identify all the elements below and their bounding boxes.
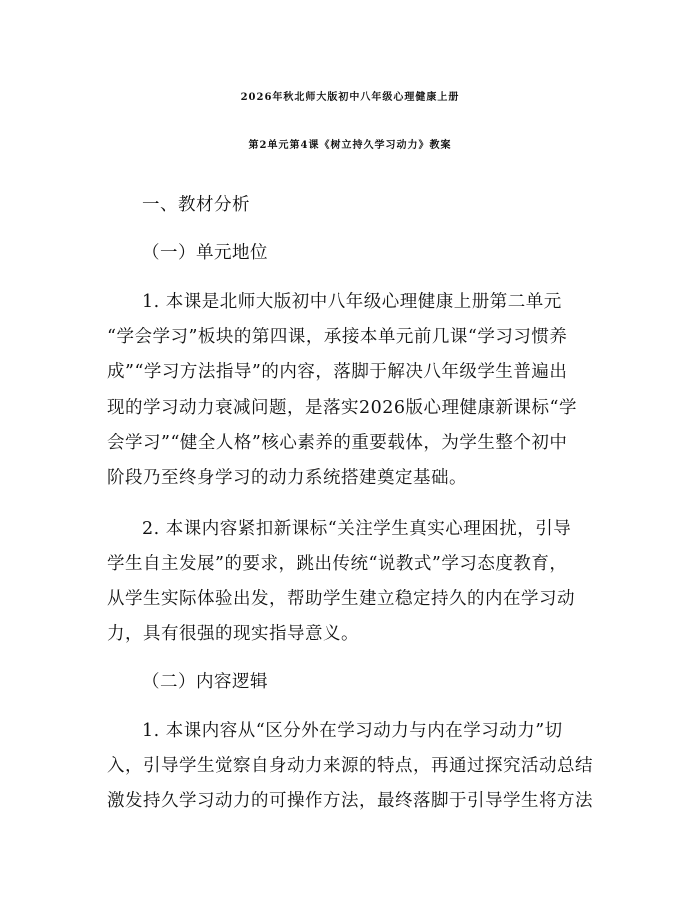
- subsection-heading-unit-position: （一）单元地位: [142, 243, 268, 263]
- subsection-heading-content-logic: （二）内容逻辑: [142, 672, 268, 692]
- paragraph-line: 阶段乃至终身学习的动力系统搭建奠定基础。: [107, 468, 467, 488]
- paragraph-line: 会学习”“健全人格”核心素养的重要载体，为学生整个初中: [107, 433, 568, 453]
- document-title-line-2: 第2单元第4课《树立持久学习动力》教案: [248, 140, 452, 151]
- paragraph-line: “学会学习”板块的第四课，承接本单元前几课“学习习惯养: [107, 327, 568, 347]
- paragraph-line: 1. 本课内容从“区分外在学习动力与内在学习动力”切: [142, 721, 563, 741]
- paragraph-line: 2. 本课内容紧扣新课标“关注学生真实心理困扰，引导: [142, 519, 572, 539]
- paragraph-line: 力，具有很强的现实指导意义。: [107, 624, 359, 644]
- paragraph-line: 现的学习动力衰减问题，是落实2026版心理健康新课标“学: [107, 398, 577, 418]
- section-heading-textbook-analysis: 一、教材分析: [142, 195, 250, 215]
- paragraph-line: 成”“学习方法指导”的内容，落脚于解决八年级学生普遍出: [107, 362, 568, 382]
- paragraph-line: 从学生实际体验出发，帮助学生建立稳定持久的内在学习动: [107, 589, 575, 609]
- paragraph-line: 入，引导学生觉察自身动力来源的特点，再通过探究活动总结: [107, 756, 593, 776]
- document-title-line-1: 2026年秋北师大版初中八年级心理健康上册: [240, 92, 460, 103]
- paragraph-line: 1. 本课是北师大版初中八年级心理健康上册第二单元: [142, 292, 562, 312]
- paragraph-line: 激发持久学习动力的可操作方法，最终落脚于引导学生将方法: [107, 791, 593, 811]
- paragraph-line: 学生自主发展”的要求，跳出传统“说教式”学习态度教育，: [107, 554, 568, 574]
